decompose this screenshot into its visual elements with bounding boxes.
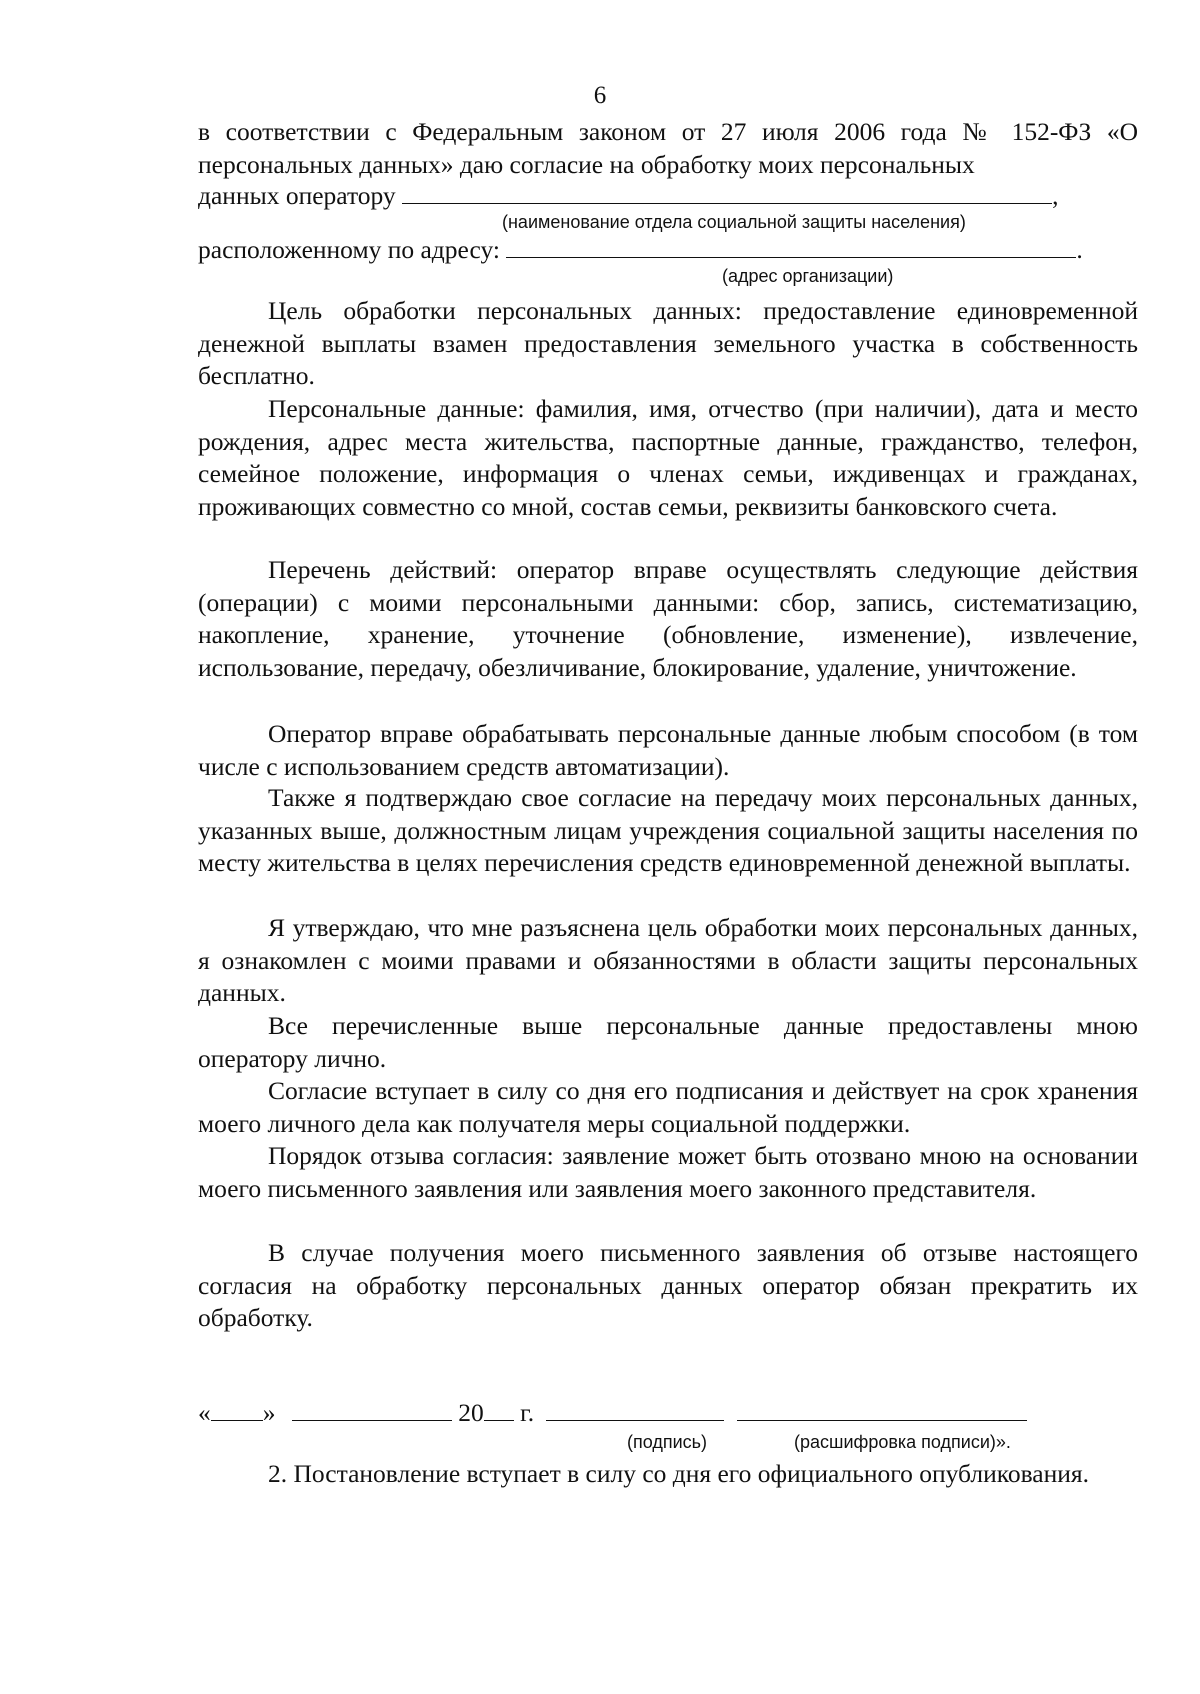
paragraph-acknowledgement: Я утверждаю, что мне разъяснена цель обработки моих персональных данных, я ознакомлен с моими правами и обязанностями в области защиты персональных данных. (198, 913, 1138, 1008)
closing-paragraph: 2. Постановление вступает в силу со дня его официального опубликования. (268, 1459, 1089, 1488)
year-blank (484, 1419, 514, 1421)
year-suffix: г. (520, 1398, 535, 1427)
address-caption: (адрес организации) (722, 266, 894, 286)
month-blank (292, 1419, 452, 1421)
paragraph-termination: В случае получения моего письменного заявления об отзыве настоящего согласия на обработку персональных данных оператор обязан прекратить их обработку. (198, 1238, 1138, 1333)
paragraph-validity: Согласие вступает в силу со дня его подписания и действует на срок хранения моего личного дела как получателя меры социальной поддержки. (198, 1076, 1138, 1138)
day-blank (211, 1419, 263, 1421)
paragraph-transfer-consent: Также я подтверждаю свое согласие на передачу моих персональных данных, указанных выше, должностным лицам учреждения социальной защиты населения по месту жительства в целях перечисления средств единовременной денежной выплаты. (198, 783, 1138, 878)
paragraph-personal-data: Персональные данные: фамилия, имя, отчество (при наличии), дата и место рождения, адрес места жительства, паспортные данные, гражданство, телефон, семейное положение, информация о членах семьи, иждивенцах и гражданах, проживающих совместно со мной, состав семьи, реквизиты банковского счета. (198, 394, 1138, 521)
paragraph-withdrawal: Порядок отзыва согласия: заявление может быть отозвано мною на основании моего письменного заявления или заявления моего законного представителя. (198, 1141, 1138, 1203)
operator-end: , (1052, 181, 1059, 210)
paragraph-actions: Перечень действий: оператор вправе осуществлять следующие действия (операции) с моими персональными данными: сбор, запись, систематизацию, накопление, хранение, уточнение (обновление, изменение), извлечение, использование, передачу, обезличивание, блокирование, удаление, уничтожение. (198, 555, 1138, 682)
operator-caption: (наименование отдела социальной защиты населения) (502, 212, 966, 232)
decoding-blank (737, 1419, 1027, 1421)
signature-blank (546, 1419, 724, 1421)
signature-caption: (подпись) (627, 1432, 708, 1452)
signature-line (198, 1398, 1138, 1428)
open-quote: « (198, 1398, 211, 1427)
intro-text: в соответствии с Федеральным законом от 27 июля 2006 года № 152-ФЗ «О персональных данных» даю согласие на обработку моих персональных (198, 117, 1138, 179)
operator-label: данных оператору (198, 181, 396, 210)
paragraph-purpose: Цель обработки персональных данных: предоставление единовременной денежной выплаты взамен предоставления земельного участка в собственность бесплатно. (198, 296, 1138, 391)
close-quote: » (262, 1398, 276, 1427)
operator-line (198, 181, 1138, 211)
address-line (198, 235, 1138, 265)
year-prefix: 20 (458, 1398, 484, 1427)
paragraph-provided-personally: Все перечисленные выше персональные данные предоставлены мною оператору лично. (198, 1011, 1138, 1073)
decoding-caption: (расшифровка подписи)». (794, 1432, 1011, 1452)
address-label: расположенному по адресу: (198, 235, 500, 264)
operator-blank (402, 202, 1052, 204)
page-number: 6 (593, 82, 607, 109)
address-blank (506, 256, 1076, 258)
address-end: . (1076, 235, 1083, 264)
paragraph-methods: Оператор вправе обрабатывать персональные данные любым способом (в том числе с использованием средств автоматизации). (198, 719, 1138, 781)
